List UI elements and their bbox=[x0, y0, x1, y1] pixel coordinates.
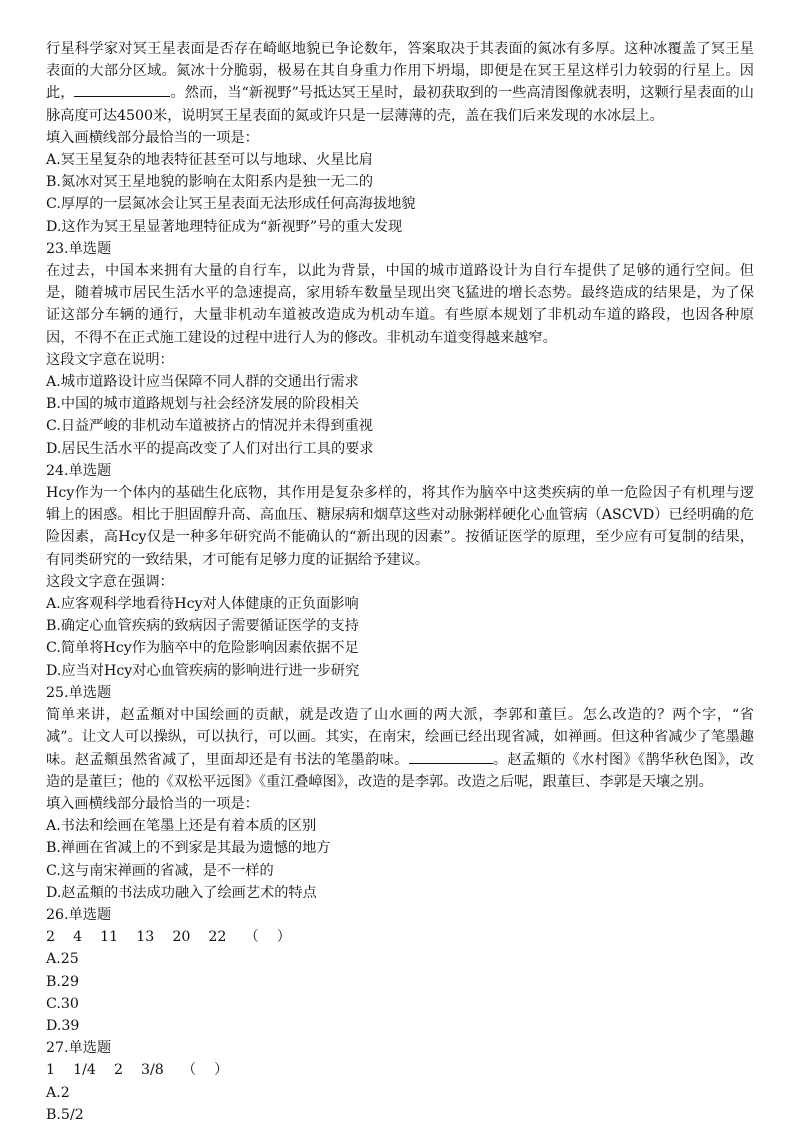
fill-blank bbox=[409, 749, 493, 764]
question-prompt: 这段文字意在强调： bbox=[46, 573, 174, 590]
passage: Hcy作为一个体内的基础生化底物，其作用是复杂多样的，将其作为脑卒中这类疾病的单一危险因子有机理与逻辑上的困惑。相比于胆固醇升高、高血压、糖尿病和烟草这些对动脉粥样硬化心血管病（ASCVD）已经明确的危险因素，高Hcy仅是一种多年研究尚不能确认的“新出现的因素”。按循证医学的原理，至少应有可复制的结果，有同类研究的一致结果，才可能有足够力度的证据给予建议。 bbox=[46, 485, 754, 568]
question-27 bbox=[46, 1037, 754, 1126]
passage-text: 。然而，当“新视野”号抵达冥王星时，最初获取到的一些高清图像就表明，这颗行星表面的山脉高度可达4500米，说明冥王星表面的氮或许只是一层薄薄的壳，盖在我们后来发现的水冰层上。 bbox=[46, 85, 754, 124]
fill-blank bbox=[74, 82, 170, 97]
option-a: A.书法和绘画在笔墨上还是有着本质的区别 bbox=[46, 818, 317, 835]
option-b: B.禅画在省减上的不到家是其最为遗憾的地方 bbox=[46, 840, 331, 857]
option-d: D.39 bbox=[46, 1017, 80, 1034]
passage: 在过去，中国本来拥有大量的自行车，以此为背景，中国的城市道路设计为自行车提供了足够的通行空间。但是，随着城市居民生活水平的急速提高，家用轿车数量呈现出突飞猛进的增长态势。最终造成的结果是，为了保证这部分车辆的通行，大量非机动车道被改造成为机动车道。有些原本规划了非机动车道的路段，也因各种原因，不得不在正式施工建设的过程中进行人为的修改。非机动车道变得越来越窄。 bbox=[46, 263, 754, 346]
number-sequence: 2 4 11 13 20 22 （ ） bbox=[46, 929, 291, 946]
question-prompt: 填入画横线部分最恰当的一项是： bbox=[46, 129, 259, 146]
option-a: A.25 bbox=[46, 951, 79, 968]
option-a: A.2 bbox=[46, 1084, 70, 1101]
passage-text: 。赵孟頫的《水村图》《鹊华秋色图》，改造的是董巨；他的《双松平远图》《重江叠嶂图》，改造的是李郭。改造之后呢，跟董巨、李郭是天壤之别。 bbox=[46, 751, 754, 790]
option-c: C.简单将Hcy作为脑卒中的危险影响因素依据不足 bbox=[46, 640, 359, 657]
question-header: 27.单选题 bbox=[46, 1040, 112, 1057]
question-header: 24.单选题 bbox=[46, 462, 112, 479]
question-25 bbox=[46, 682, 754, 904]
option-c: C.日益严峻的非机动车道被挤占的情况并未得到重视 bbox=[46, 418, 373, 435]
option-b: B.氮冰对冥王星地貌的影响在太阳系内是独一无二的 bbox=[46, 174, 374, 191]
question-22 bbox=[46, 38, 754, 238]
question-prompt: 这段文字意在说明： bbox=[46, 351, 174, 368]
option-d: D.赵孟頫的书法成功融入了绘画艺术的特点 bbox=[46, 884, 317, 901]
question-26 bbox=[46, 904, 754, 1037]
option-d: D.居民生活水平的提高改变了人们对出行工具的要求 bbox=[46, 440, 374, 457]
passage bbox=[46, 704, 754, 793]
option-b: B.确定心血管疾病的致病因子需要循证医学的支持 bbox=[46, 618, 359, 635]
passage-text: 行星科学家对冥王星表面是否存在崎岖地貌已争论数年，答案取决于其表面的氮冰有多厚。这种冰覆盖了冥王星表面的大部分区域。氮冰十分脆弱，极易在其自身重力作用下坍塌，即便是在冥王星这样引力较弱的行星上。因此， bbox=[46, 41, 754, 102]
option-c: C.厚厚的一层氮冰会让冥王星表面无法形成任何高海拔地貌 bbox=[46, 196, 416, 213]
option-b: B.中国的城市道路规划与社会经济发展的阶段相关 bbox=[46, 396, 359, 413]
option-b: B.5/2 bbox=[46, 1106, 84, 1123]
question-prompt: 填入画横线部分最恰当的一项是： bbox=[46, 795, 259, 812]
question-24 bbox=[46, 460, 754, 682]
option-c: C.这与南宋禅画的省减，是不一样的 bbox=[46, 862, 274, 879]
question-header: 25.单选题 bbox=[46, 684, 112, 701]
question-header: 26.单选题 bbox=[46, 906, 112, 923]
number-sequence: 1 1/4 2 3/8 （ ） bbox=[46, 1062, 229, 1079]
passage-text: 简单来讲，赵孟頫对中国绘画的贡献，就是改造了山水画的两大派，李郭和董巨。怎么改造的？两个字，“省减”。让文人可以操纵，可以执行，可以画。其实，在南宋，绘画已经出现省减，如禅画。但这种省减少了笔墨趣味。赵孟頫虽然省减了，里面却还是有书法的笔墨韵味。 bbox=[46, 707, 754, 768]
option-a: A.应客观科学地看待Hcy对人体健康的正负面影响 bbox=[46, 596, 359, 613]
option-d: D.这作为冥王星显著地理特征成为“新视野”号的重大发现 bbox=[46, 218, 403, 235]
question-23 bbox=[46, 238, 754, 460]
option-a: A.冥王星复杂的地表特征甚至可以与地球、火星比肩 bbox=[46, 152, 373, 169]
passage bbox=[46, 38, 754, 127]
option-a: A.城市道路设计应当保障不同人群的交通出行需求 bbox=[46, 374, 359, 391]
option-c: C.30 bbox=[46, 995, 79, 1012]
question-header: 23.单选题 bbox=[46, 240, 112, 257]
option-b: B.29 bbox=[46, 973, 79, 990]
option-d: D.应当对Hcy对心血管疾病的影响进行进一步研究 bbox=[46, 662, 360, 679]
